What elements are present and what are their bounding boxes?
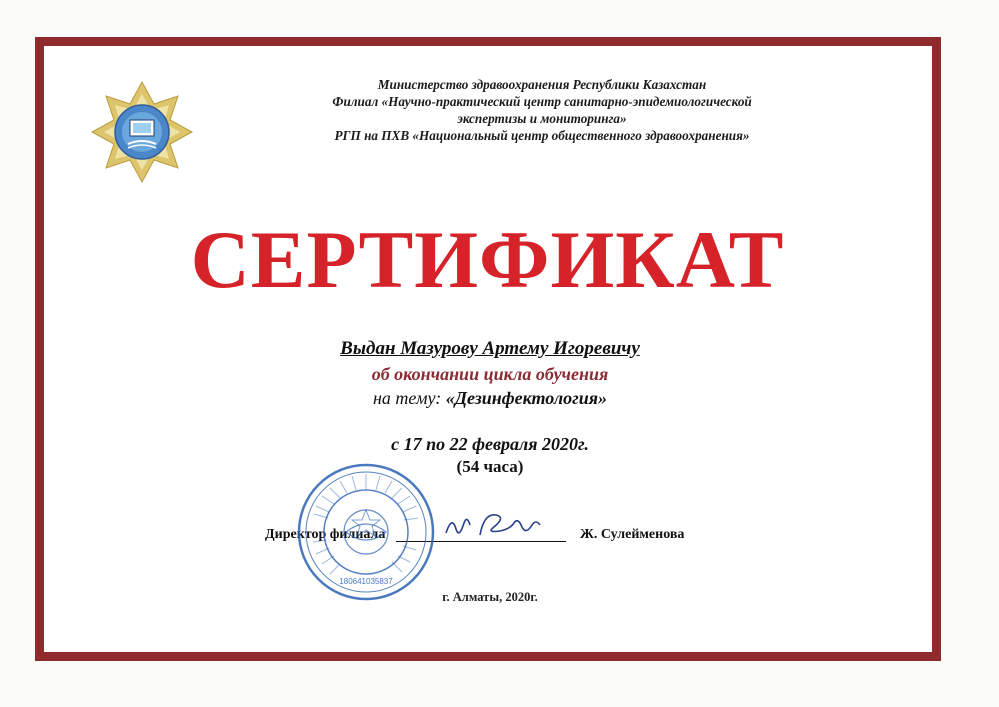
- signatory-name: Ж. Сулейменова: [580, 527, 685, 542]
- completion-text: об окончании цикла обучения: [371, 364, 609, 384]
- organization-logo: [90, 80, 194, 184]
- signatory-role: Директор филиала: [265, 527, 386, 542]
- topic-prefix: на тему:: [372, 388, 442, 408]
- stamp-number: 180641035837: [339, 577, 393, 586]
- issuer-header: [212, 76, 872, 144]
- course-topic: [200, 388, 780, 409]
- header-line-ministry: Министерство здравоохранения Республики Казахстан: [377, 77, 707, 92]
- course-hours: (54 часа): [456, 457, 524, 476]
- handwritten-signature: [440, 505, 550, 545]
- official-stamp: [296, 462, 436, 602]
- place-date: г. Алматы, 2020г.: [442, 590, 538, 604]
- header-line-branch: Филиал «Научно-практический центр санитарно-эпидемиологической: [332, 94, 752, 109]
- recipient-name: Выдан Мазурову Артему Игоревичу: [340, 338, 640, 359]
- topic-name: «Дезинфектология»: [445, 388, 608, 408]
- course-dates: с 17 по 22 февраля 2020г.: [391, 434, 589, 454]
- certificate-title: СЕРТИФИКАТ: [190, 214, 785, 305]
- header-line-center: РГП на ПХВ «Национальный центр общественного здравоохранения»: [334, 128, 750, 143]
- header-line-branch-cont: экспертизы и мониторинга»: [457, 111, 627, 126]
